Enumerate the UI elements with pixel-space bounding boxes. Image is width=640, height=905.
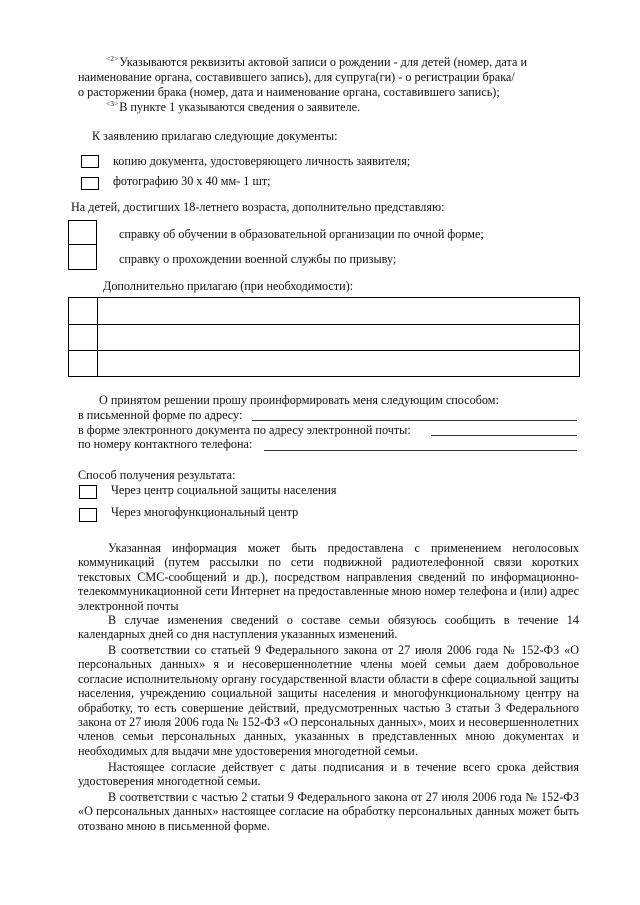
adult-children-heading: На детей, достигших 18-летнего возраста, дополнительно представляю: [71,200,445,214]
notify-email-field[interactable] [431,435,577,436]
family-change-paragraph: В случае изменения сведений о составе семьи обязуюсь сообщить в течение 14 календарных дней со дня наступления указанных изменений. [78,613,579,642]
consent-validity-paragraph: Настоящее согласие действует с даты подписания и в течение всего срока действия удостоверения многодетной семьи. [78,760,579,789]
notify-phone-label: по номеру контактного телефона: [78,437,253,451]
adult-children-item-2: справку о прохождении военной службы по призыву; [119,252,397,266]
footnote-2-line-3: о расторжении брака (номер, дата и наименование органа, составившего запись); [78,85,500,99]
document-item-2: фотографию 30 х 40 мм- 1 шт; [113,174,271,188]
notify-heading: О принятом решении прошу проинформировать меня следующим способом: [99,393,499,407]
notify-email-label: в форме электронного документа по адресу электронной почты: [78,423,411,437]
adult-children-checkbox-2[interactable] [68,244,97,270]
result-option-2: Через многофункциональный центр [111,505,299,519]
table-column-divider [97,298,98,376]
table-row[interactable] [69,351,579,377]
footnote-3-text: В пункте 1 указываются сведения о заявителе. [119,100,361,114]
result-option-1: Через центр социальной защиты населения [111,483,337,497]
document-checkbox-1[interactable] [81,155,99,168]
footnote-2-line-2: наименование органа, составившего запись), для супруга(ги) - о регистрации брака/ [78,70,515,84]
notify-written-label: в письменной форме по адресу: [78,408,243,422]
document-checkbox-2[interactable] [81,177,99,190]
footnote-2-marker: <2> [106,54,119,63]
additional-heading: Дополнительно прилагаю (при необходимости): [103,279,354,293]
result-checkbox-1[interactable] [79,485,97,499]
consent-paragraph: В соответствии со статьей 9 Федерального закона от 27 июля 2006 года № 152-ФЗ «О персональных данных» я и несовершеннолетние члены моей семьи даем добровольное согласие исполнительному органу государственной власти области в сфере социальной защиты населения, учреждению социальной защиты населения и многофункциональному центру на обработку, то есть совершение действий, предусмотренных частью 3 статьи 3 Федерального закона от 27 июля 2006 года № 152-ФЗ «О персональных данных», моих и несовершеннолетних членов семьи персональных данных, указанных в представленных мною документах и необходимых для выдачи мне удостоверения многодетной семьи. [78,643,579,758]
table-row[interactable] [69,325,579,351]
footnote-3-line [106,97,360,114]
documents-heading: К заявлению прилагаю следующие документы: [92,129,338,143]
consent-revocation-paragraph: В соответствии с частью 2 статьи 9 Федерального закона от 27 июля 2006 года № 152-ФЗ «О персональных данных» настоящее согласие на обработку персональных данных может быть отозвано мною в письменной форме. [78,790,579,833]
table-row[interactable] [69,298,579,325]
footnote-2-text: Указываются реквизиты актовой записи о рождении - для детей (номер, дата и [119,55,527,69]
result-checkbox-2[interactable] [79,508,97,522]
document-item-1: копию документа, удостоверяющего личность заявителя; [113,154,411,168]
footnote-2-line-1 [106,52,527,69]
info-paragraph: Указанная информация может быть предоставлена с применением неголосовых коммуникаций (путем рассылки по сети подвижной радиотелефонной связи коротких текстовых СМС-сообщений и др.), посредством направления сведений по информационно-телекоммуникационной сети Интернет на предоставленные мною номер телефона и (или) адрес электронной почты [78,541,579,613]
footnote-3-marker: <3> [106,99,119,108]
notify-written-field[interactable] [252,420,577,421]
adult-children-item-1: справку об обучении в образовательной организации по очной форме; [119,227,484,241]
additional-documents-table [68,297,580,377]
notify-phone-field[interactable] [264,450,577,451]
result-heading: Способ получения результата: [78,468,236,482]
adult-children-checkbox-1[interactable] [68,220,97,245]
